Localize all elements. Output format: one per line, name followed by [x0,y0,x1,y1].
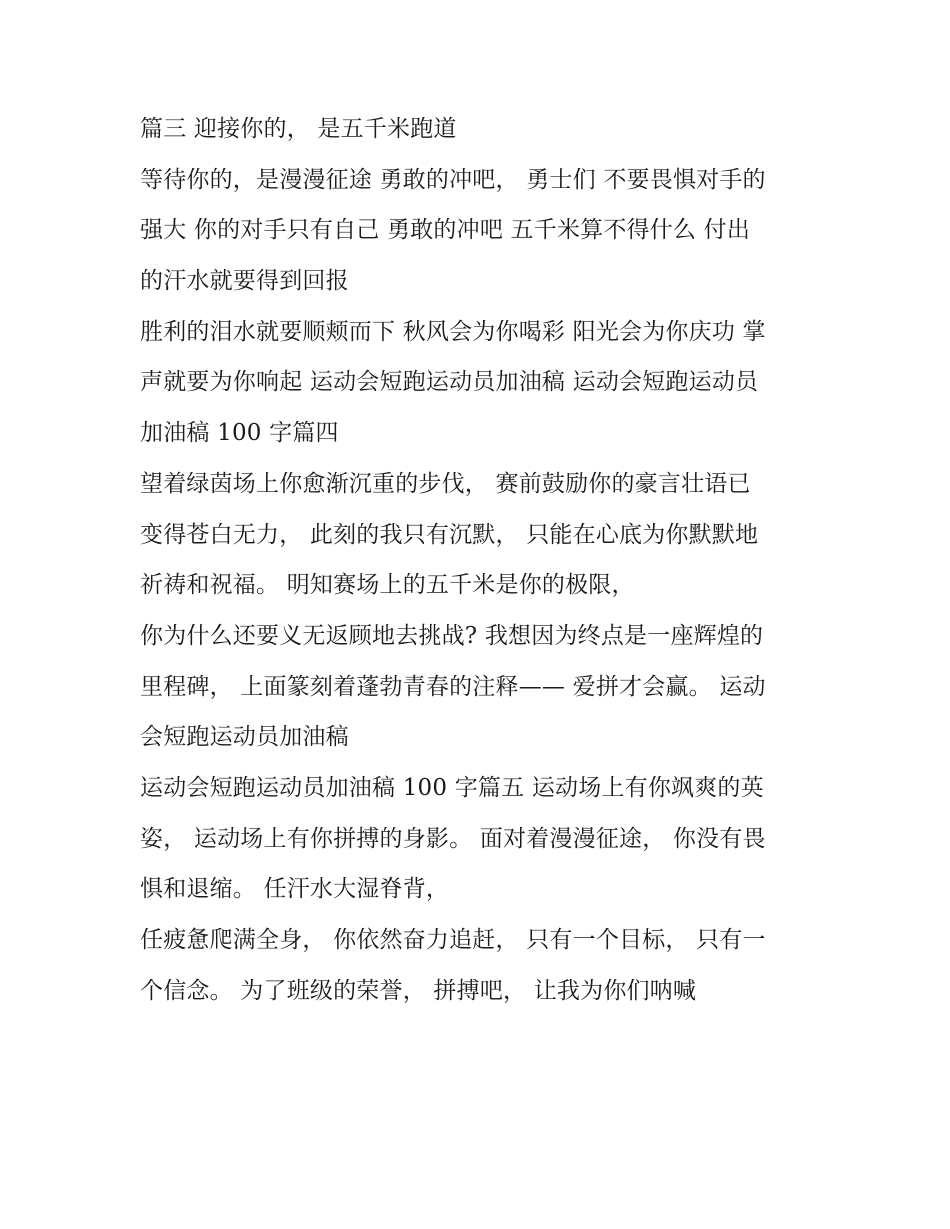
text-line: 望着绿茵场上你愈渐沉重的步伐， 赛前鼓励你的豪言壮语已 [140,470,751,497]
text-line: 运动会短跑运动员加油稿 100 字篇五 运动场上有你飒爽的英 [140,774,764,801]
text-line: 强大 你的对手只有自己 勇敢的冲吧 五千米算不得什么 付出 [140,217,751,244]
text-line: 的汗水就要得到回报 [140,268,349,295]
text-line: 惧和退缩。 任汗水大湿脊背， [140,876,450,903]
text-line: 姿， 运动场上有你拼搏的身影。 面对着漫漫征途， 你没有畏 [140,825,766,852]
text-line: 变得苍白无力， 此刻的我只有沉默， 只能在心底为你默默地 [140,521,759,548]
text-line: 胜利的泪水就要顺颊而下 秋风会为你喝彩 阳光会为你庆功 掌 [140,318,766,345]
text-line: 等待你的，是漫漫征途 勇敢的冲吧， 勇士们 不要畏惧对手的 [140,166,766,193]
text-line: 会短跑运动员加油稿 [140,724,349,751]
text-line: 加油稿 100 字篇四 [140,420,339,447]
text-line: 你为什么还要义无返顾地去挑战? 我想因为终点是一座辉煌的 [140,622,764,649]
text-line: 个信念。 为了班级的荣誉， 拼搏吧， 让我为你们呐喊 [140,977,697,1004]
text-line: 篇三 迎接你的， 是五千米跑道 [140,116,457,142]
text-line: 祈祷和祝福。 明知赛场上的五千米是你的极限， [140,572,635,599]
text-line: 里程碑， 上面篆刻着蓬勃青春的注释—— 爱拼才会赢。 运动 [140,673,766,700]
text-line: 任疲惫爬满全身， 你依然奋力追赶， 只有一个目标， 只有一 [140,927,766,953]
text-line: 声就要为你响起 运动会短跑运动员加油稿 运动会短跑运动员 [140,369,759,396]
document-body [140,104,820,1016]
